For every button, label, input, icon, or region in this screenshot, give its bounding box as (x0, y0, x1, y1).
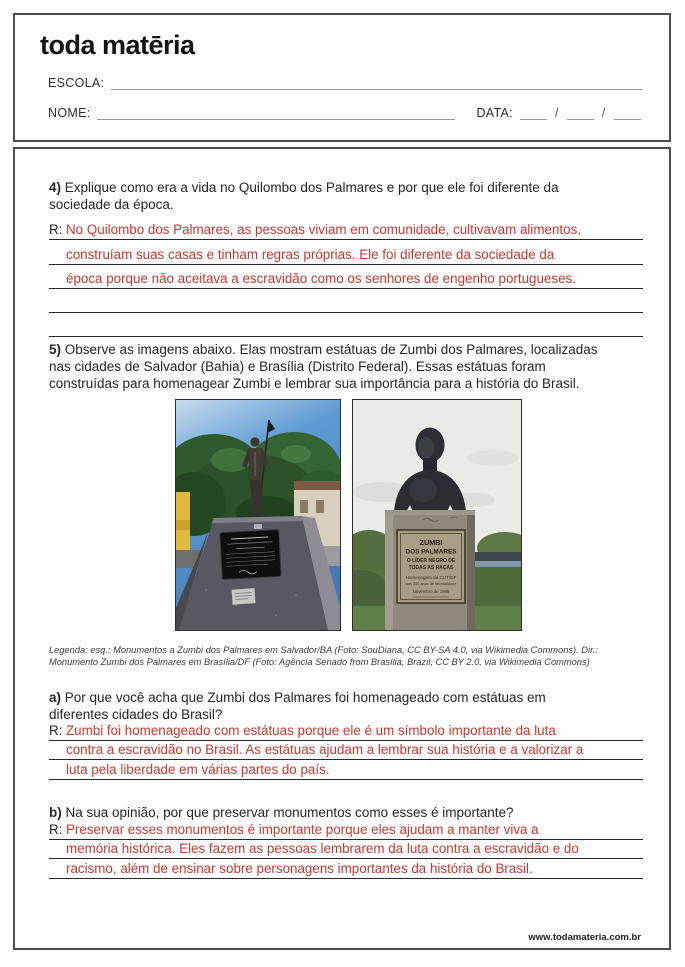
date-month-line (567, 105, 594, 120)
date-day-line (520, 105, 547, 120)
legend-line-2: Monumento Zumbi dos Palmares em Brasília/DF (Foto: Agência Senado from Brasília, Brazil, CC BY 2.0, via Wikimedia Commons) (49, 656, 590, 667)
date-field-label: DATA: (476, 106, 513, 120)
plaque-line-2: DOS PALMARES (405, 548, 457, 556)
question-b-number: b) (49, 805, 62, 820)
name-date-row (48, 105, 643, 120)
brasilia-plaque (397, 530, 465, 603)
question-a-line-1: a) Por que você acha que Zumbi dos Palmares foi homenageado com estátuas em (49, 690, 546, 705)
answer-text: No Quilombo dos Palmares, as pessoas viviam em comunidade, cultivavam alimentos, (66, 222, 582, 238)
salvador-statue-illustration (176, 400, 340, 630)
content-box (13, 147, 671, 950)
question-a-line-2: diferentes cidades do Brasil? (49, 707, 223, 722)
question-a (49, 689, 649, 723)
legend-line-1: Legenda: esq.: Monumentos a Zumbi dos Palmares em Salvador/BA (Foto: SouDiana, CC BY-SA 4.0, via Wikimedia Commons). Dir.: (49, 645, 599, 655)
school-field-line (111, 75, 643, 90)
answer-text: construíam suas casas e tinham regras próprias. Ele foi diferente da sociedade da (66, 246, 555, 262)
question-5-number: 5) (49, 342, 62, 357)
plaque-line-4: TODAS AS RAÇAS (408, 565, 454, 571)
brasilia-bust-illustration (353, 400, 521, 630)
question-5-line-1: 5) Observe as imagens abaixo. Elas mostram estátuas de Zumbi dos Palmares, localizadas (49, 342, 598, 357)
plaque-line-5: Homenagem da CUT/DF (405, 575, 457, 580)
name-field-line (97, 105, 455, 120)
question-b-line-1: b) Na sua opinião, por que preservar monumentos como esses é importante? (49, 805, 514, 820)
photo-brasilia-bust (352, 399, 522, 631)
header-box (13, 13, 671, 142)
answer-line (49, 820, 643, 840)
school-field-label: ESCOLA: (48, 76, 105, 90)
answer-text: Preservar esses monumentos é importante porque eles ajudam a manter viva a (66, 821, 539, 837)
photo-salvador-statue (175, 399, 341, 631)
question-4-line-1: 4) Explique como era a vida no Quilombo dos Palmares e por que ele foi diferente da (49, 180, 559, 195)
answer-line (49, 240, 643, 264)
answer-text: época porque não aceitava a escravidão como os senhores de engenho portugueses. (66, 270, 576, 286)
answer-line-empty (49, 289, 643, 313)
question-5-line-2: nas cidades de Salvador (Bahia) e Brasília (Distrito Federal). Essas estátuas foram (49, 359, 546, 374)
question-5-line-3: construídas para homenagear Zumbi e lembrar sua importância para a história do Brasil. (49, 376, 580, 391)
answer-line (49, 741, 643, 761)
answer-text: racismo, além de ensinar sobre personagens importantes da história do Brasil. (66, 860, 533, 876)
answer-text: Zumbi foi homenageado com estátuas porque ele é um símbolo importante da luta (66, 722, 556, 738)
plaque-line-7: Novembro de 1995 (412, 589, 450, 594)
answer-line (49, 216, 643, 240)
answer-prefix: R: (49, 821, 63, 837)
salvador-plaque (220, 529, 281, 579)
answer-line (49, 721, 643, 741)
question-4-line-2: sociedade da época. (49, 197, 174, 212)
answer-line (49, 760, 643, 780)
answer-text: contra a escravidão no Brasil. As estátuas ajudam a lembrar sua história e a valorizar a (66, 742, 584, 757)
answer-line (49, 265, 643, 289)
toda-materia-logo: toda matēria (40, 30, 195, 60)
name-field-label: NOME: (48, 106, 91, 120)
answer-line (49, 840, 643, 860)
plaque-line-6: aos 300 anos de imortalidade (405, 581, 457, 586)
date-slash: / (601, 106, 606, 120)
plaque-line-3: O LÍDER NEGRO DE (406, 558, 456, 564)
answer-text: luta pela liberdade em várias partes do país. (66, 761, 330, 777)
answer-4 (49, 216, 643, 337)
answer-prefix: R: (49, 222, 63, 238)
school-field-row (48, 75, 643, 90)
answer-b (49, 820, 643, 879)
answer-text: memória histórica. Eles fazem as pessoas lembrarem da luta contra a escravidão e do (66, 841, 579, 856)
question-b (49, 804, 649, 821)
question-5 (49, 341, 649, 392)
plaque-line-1: ZUMBI (419, 538, 443, 547)
date-year-line (614, 105, 641, 120)
photo-legend (49, 645, 653, 668)
question-4 (49, 179, 649, 213)
question-a-number: a) (49, 690, 62, 705)
date-slash: / (554, 106, 559, 120)
answer-line-empty (49, 313, 643, 337)
answer-line (49, 859, 643, 879)
website-url: www.todamateria.com.br (528, 932, 641, 943)
question-4-number: 4) (49, 180, 62, 195)
answer-prefix: R: (49, 722, 63, 738)
answer-a (49, 721, 643, 780)
